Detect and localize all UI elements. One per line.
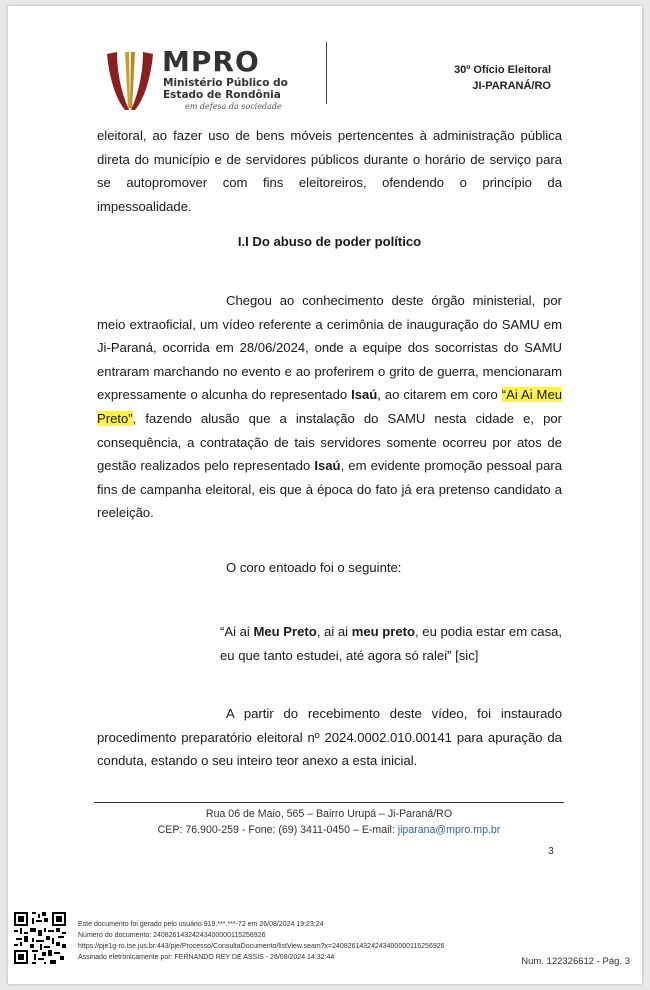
- document-number: Num. 122326612 - Pág. 3: [521, 956, 630, 967]
- chant-quote: “Ai ai Meu Preto, ai ai meu preto, eu podia estar em casa, eu que tanto estudei, até agora só ralei” [sic]: [220, 624, 563, 663]
- mpro-logo: [105, 46, 305, 116]
- logo-tagline: em defesa da sociedade: [185, 102, 282, 111]
- paragraph-chant-intro: O coro entoado foi o seguinte:: [226, 560, 402, 575]
- intro-paragraph: eleitoral, ao fazer uso de bens móveis pertencentes à administração pública direta do município e de servidores públicos durante o horário de serviço para se autopromover com fins eleitoreiros, ofendendo o princípio da impessoalidade.: [97, 128, 562, 214]
- document-url[interactable]: https://pje1g-ro.tse.jus.br:443/pje/Processo/ConsultaDocumento/listView.seam?x=24082614324243400000115256926: [78, 943, 445, 950]
- footer-contact: CEP: 76.900-259 - Fone: (69) 3411-0450 – E-mail: jiparana@mpro.mp.br: [157, 824, 501, 836]
- header-divider: [326, 42, 327, 104]
- mpro-emblem-icon: [105, 46, 155, 112]
- page-number: 3: [548, 845, 554, 857]
- bold-name: Isaú: [351, 387, 378, 403]
- highlighted-quote: “Ai Ai Meu Preto”: [97, 387, 563, 426]
- electronic-signature-info: Este documento foi gerado pelo usuário 919.***.***-72 em 26/08/2024 19:23:24 Número do documento: 24082614324243400000115256926 https://pje1g-ro.tse.jus.br:443/pje/Processo/ConsultaDocumento/listView.seam?x=24082614324243400000115256926 Assinado eletronicamente por: FERNANDO REY DE ASSIS - 26/08/2024 14:32:44: [78, 921, 445, 961]
- paragraph-abuse: Chegou ao conhecimento deste órgão ministerial, por meio extraoficial, um vídeo referente a cerimônia de inauguração do SAMU em Ji-Paraná, ocorrida em 28/06/2024, onde a equipe dos socorristas do SAMU entraram marchando no evento e ao proferirem o grito de guerra, mencionaram expressamente o alcunha do representado Isaú, ao citarem em coro “Ai Ai Meu Preto”, fazendo alusão que a instalação do SAMU nesta cidade e, por consequência, a contratação de tais servidores somente ocorreu por atos de gestão realizados pelo representado Isaú, em evidente promoção pessoal para fins de campanha eleitoral, eis que à época do fato já era pretenso candidato a reeleição.: [97, 293, 563, 521]
- paragraph-procedure: A partir do recebimento deste vídeo, foi instaurado procedimento preparatório eleitoral nº 2024.0002.010.00141 para apuração da conduta, estando o seu inteiro teor anexo a esta inicial.: [97, 706, 562, 769]
- qr-code-icon: [12, 910, 68, 966]
- section-heading: I.I Do abuso de poder político: [237, 234, 422, 249]
- logo-title: MPRO: [162, 45, 260, 78]
- document-page: [8, 6, 642, 984]
- logo-subtitle: Ministério Público do Estado de Rondônia: [163, 77, 288, 101]
- bold-name: Isaú: [314, 458, 341, 474]
- footer-divider: [94, 802, 564, 803]
- office-info: 30º Ofício Eleitoral JI-PARANÁ/RO: [454, 64, 551, 92]
- email-link[interactable]: jiparana@mpro.mp.br: [397, 824, 501, 836]
- footer-address: Rua 06 de Maio, 565 – Bairro Urupá – Ji-Paraná/RO: [205, 808, 453, 820]
